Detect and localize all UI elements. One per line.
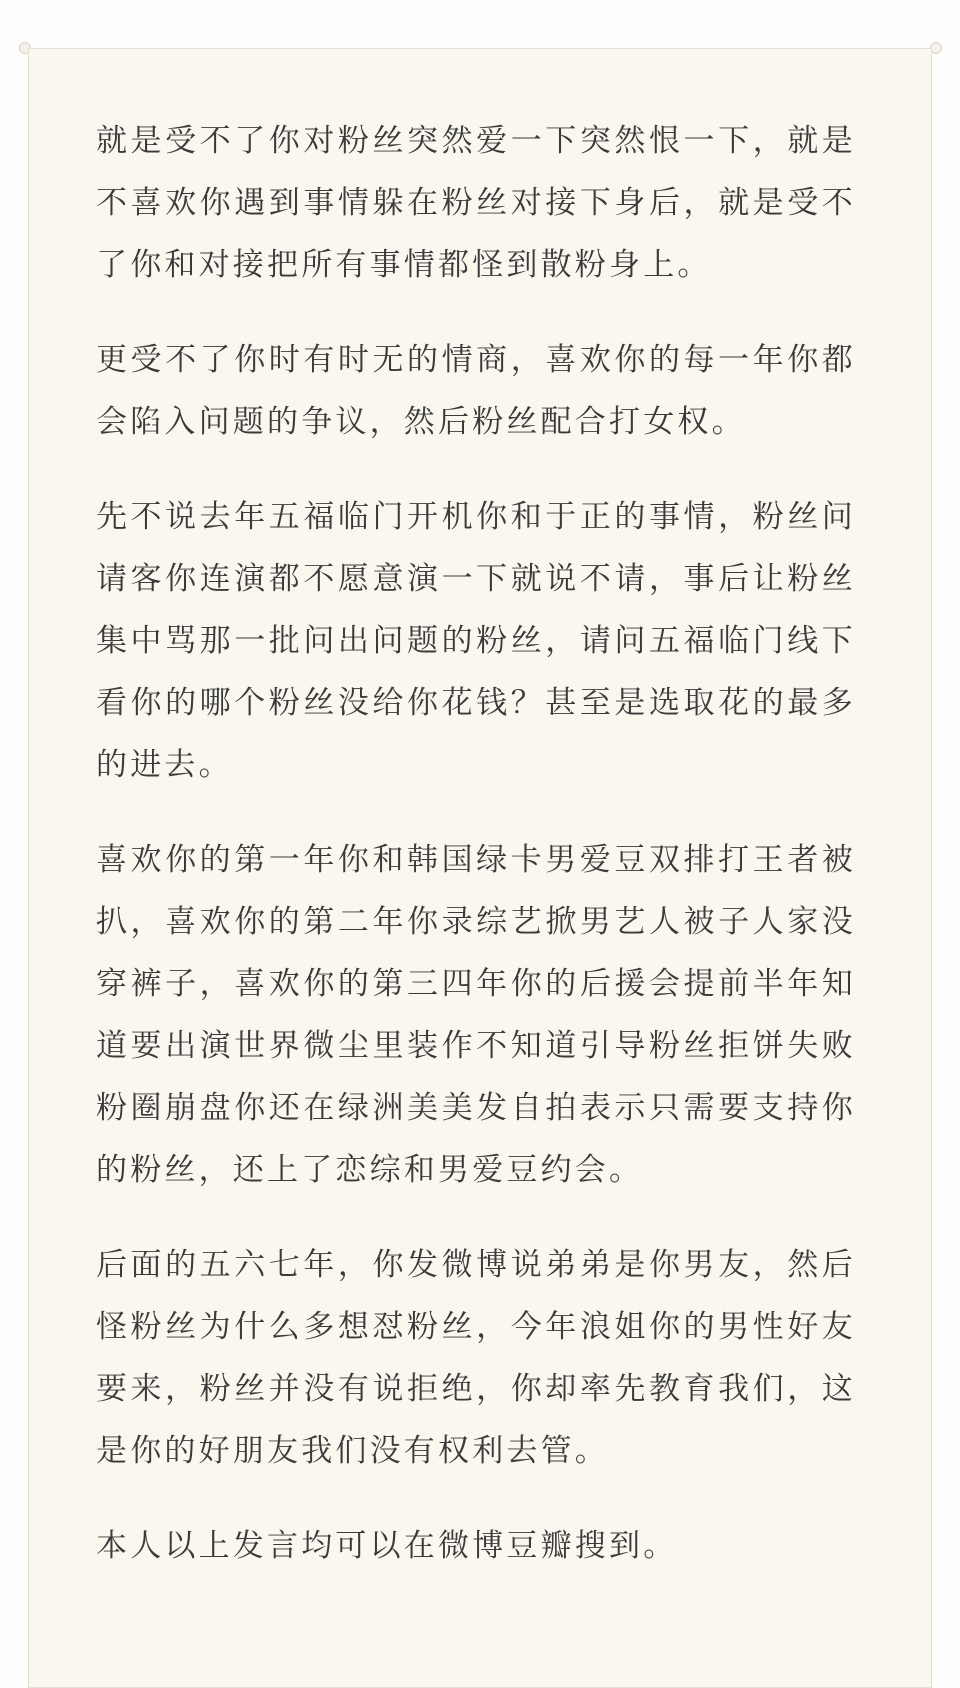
- paragraph-3: 先不说去年五福临门开机你和于正的事情，粉丝问请客你连演都不愿意演一下就说不请，事后让粉丝集中骂那一批问出问题的粉丝，请问五福临门线下看你的哪个粉丝没给你花钱？甚至是选取花的最多的进去。: [96, 499, 856, 783]
- text-body: [96, 110, 856, 1610]
- paragraph-1: 就是受不了你对粉丝突然爱一下突然恨一下，就是不喜欢你遇到事情躲在粉丝对接下身后，就是受不了你和对接把所有事情都怪到散粉身上。: [96, 123, 856, 283]
- paragraph-6: 本人以上发言均可以在微博豆瓣搜到。: [96, 1528, 678, 1564]
- paragraph-5: 后面的五六七年，你发微博说弟弟是你男友，然后怪粉丝为什么多想怼粉丝，今年浪姐你的男性好友要来，粉丝并没有说拒绝，你却率先教育我们，这是你的好朋友我们没有权利去管。: [96, 1247, 856, 1469]
- paragraph-4: 喜欢你的第一年你和韩国绿卡男爱豆双排打王者被扒，喜欢你的第二年你录综艺掀男艺人被子人家没穿裤子，喜欢你的第三四年你的后援会提前半年知道要出演世界微尘里装作不知道引导粉丝拒饼失败粉圈崩盘你还在绿洲美美发自拍表示只需要支持你的粉丝，还上了恋综和男爱豆约会。: [96, 842, 856, 1188]
- paragraph-2: 更受不了你时有时无的情商，喜欢你的每一年你都会陷入问题的争议，然后粉丝配合打女权。: [96, 342, 856, 440]
